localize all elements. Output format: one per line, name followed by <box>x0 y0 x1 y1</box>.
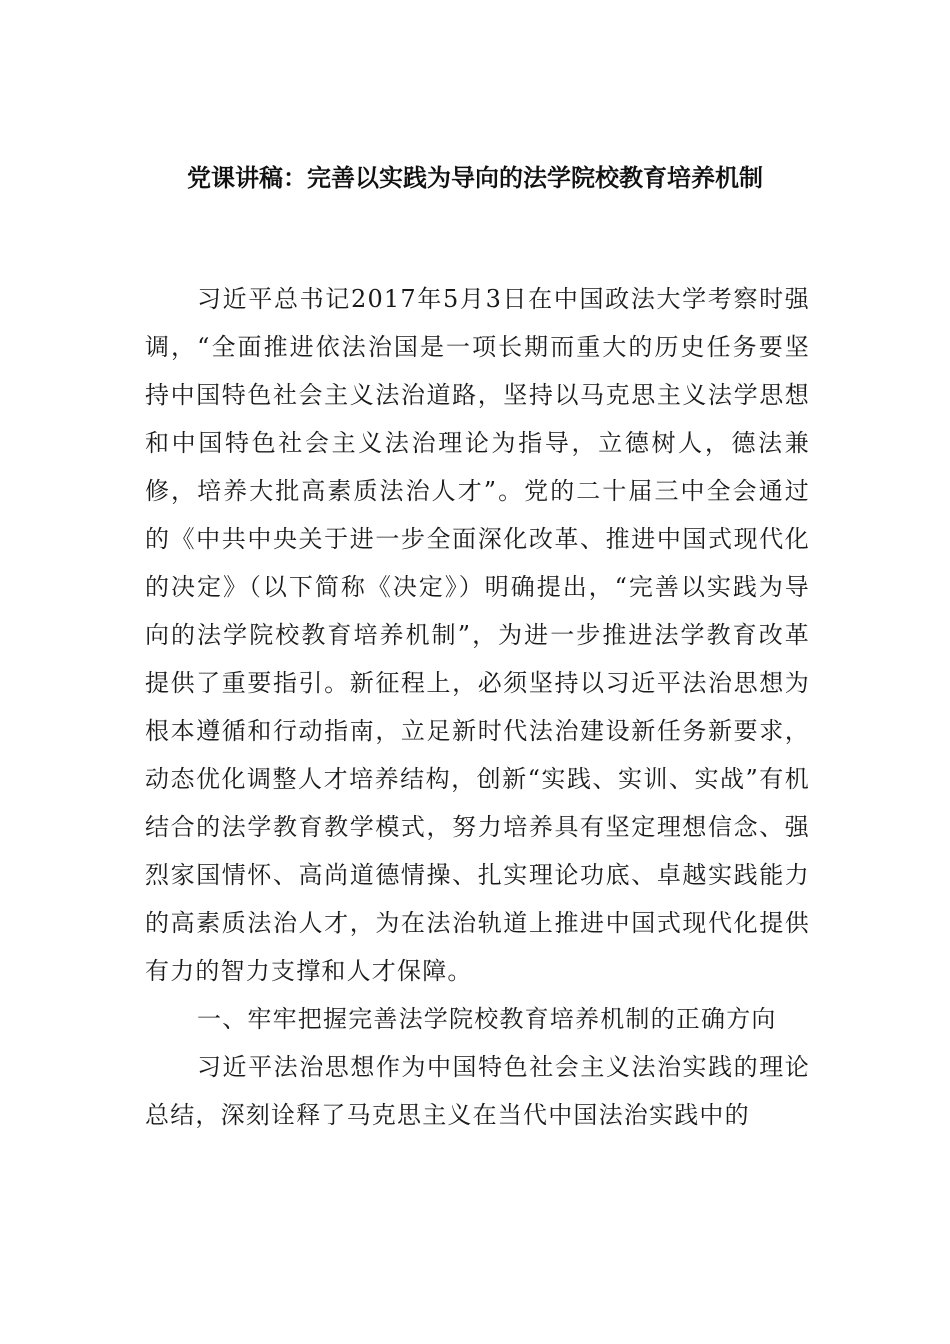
document-body <box>145 275 810 1139</box>
intro-paragraph: 习近平总书记2017年5月3日在中国政法大学考察时强调，“全面推进依法治国是一项长期而重大的历史任务要坚持中国特色社会主义法治道路，坚持以马克思主义法学思想和中国特色社会主义法治理论为指导，立德树人，德法兼修，培养大批高素质法治人才”。党的二十届三中全会通过的《中共中央关于进一步全面深化改革、推进中国式现代化的决定》（以下简称《决定》）明确提出，“完善以实践为导向的法学院校教育培养机制”，为进一步推进法学教育改革提供了重要指引。新征程上，必须坚持以习近平法治思想为根本遵循和行动指南，立足新时代法治建设新任务新要求，动态优化调整人才培养结构，创新“实践、实训、实战”有机结合的法学教育教学模式，努力培养具有坚定理想信念、强烈家国情怀、高尚道德情操、扎实理论功底、卓越实践能力的高素质法治人才，为在法治轨道上推进中国式现代化提供有力的智力支撑和人才保障。 <box>145 285 810 985</box>
document-title: 党课讲稿：完善以实践为导向的法学院校教育培养机制 <box>187 164 763 192</box>
section-paragraph: 习近平法治思想作为中国特色社会主义法治实践的理论总结，深刻诠释了马克思主义在当代中国法治实践中的 <box>145 1053 810 1129</box>
section-heading: 一、牢牢把握完善法学院校教育培养机制的正确方向 <box>197 1005 777 1033</box>
